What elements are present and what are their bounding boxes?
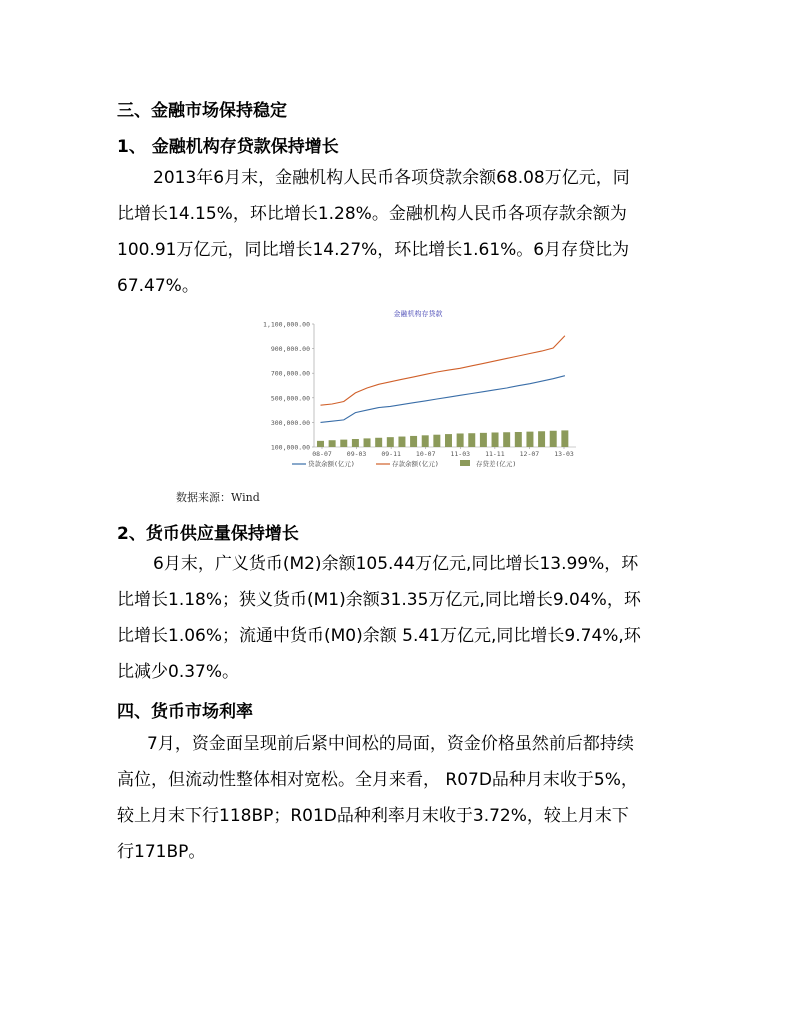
chart-source-caption: 数据来源：Wind — [176, 491, 260, 504]
paragraph-loans-deposits — [117, 160, 677, 304]
x-tick-label: 12-07 — [519, 450, 540, 458]
gap-bar — [387, 437, 394, 447]
gap-bar — [352, 439, 359, 447]
paragraph-line: 较上月末下行118BP；R01D品种利率月末收于3.72%，较上月末下 — [117, 806, 629, 826]
x-tick-label: 10-07 — [415, 450, 436, 458]
series-lines — [321, 336, 565, 423]
gap-bar — [398, 437, 405, 447]
section-3-heading: 三、金融市场保持稳定 — [117, 101, 287, 121]
gap-bar — [503, 432, 510, 447]
y-tick-label: 900,000.00 — [270, 345, 310, 354]
gap-bar — [550, 431, 557, 447]
gap-bar — [468, 433, 475, 447]
gap-bar — [492, 432, 499, 447]
legend-label: 存贷差(亿元) — [476, 460, 517, 468]
loans-deposits-chart — [246, 304, 581, 476]
paragraph-line: 6月末，广义货币(M2)余额105.44万亿元,同比增长13.99%，环 — [153, 554, 639, 574]
chart-title: 金融机构存贷款 — [393, 310, 443, 318]
gap-bar — [561, 430, 568, 447]
gap-bar — [457, 433, 464, 447]
paragraph-line: 2013年6月末，金融机构人民币各项贷款余额68.08万亿元，同 — [153, 168, 630, 188]
x-tick-label: 11-03 — [450, 450, 471, 458]
section-4-heading: 四、货币市场利率 — [117, 702, 253, 722]
x-tick-label: 09-03 — [346, 450, 367, 458]
y-tick-label: 500,000.00 — [270, 394, 310, 403]
x-tick-label: 08-07 — [312, 450, 332, 458]
gap-bar — [422, 435, 429, 447]
subsection-2-heading: 2、货币供应量保持增长 — [117, 524, 299, 544]
gap-bars — [317, 430, 568, 447]
y-tick-label: 700,000.00 — [270, 369, 310, 378]
x-tick-label: 11-11 — [485, 450, 505, 458]
y-tick-label: 300,000.00 — [270, 418, 310, 427]
paragraph-line: 7月，资金面呈现前后紧中间松的局面，资金价格虽然前后都持续 — [147, 734, 634, 754]
gap-bar — [526, 432, 533, 447]
gap-bar — [375, 438, 382, 447]
paragraph-line: 比增长1.18%；狭义货币(M1)余额31.35万亿元,同比增长9.04%，环 — [117, 590, 641, 610]
paragraph-line: 比增长14.15%，环比增长1.28%。金融机构人民币各项存款余额为 — [117, 204, 627, 224]
chart-svg — [246, 304, 581, 476]
gap-bar — [538, 431, 545, 447]
gap-bar — [364, 438, 371, 447]
paragraph-line: 比增长1.06%；流通中货币(M0)余额 5.41万亿元,同比增长9.74%,环 — [117, 626, 641, 646]
gap-bar — [433, 435, 440, 447]
legend-label: 贷款余额(亿元) — [308, 460, 355, 468]
paragraph-line: 67.47%。 — [117, 276, 199, 296]
gap-bar — [515, 432, 522, 447]
y-tick-label: 1,100,000.00 — [263, 320, 310, 329]
gap-bar — [410, 436, 417, 447]
series-line — [321, 336, 565, 406]
paragraph-money-supply — [117, 546, 677, 690]
subsection-1-heading: 1、 金融机构存贷款保持增长 — [117, 137, 339, 157]
y-tick-label: 100,000.00 — [270, 443, 310, 452]
gap-bar — [329, 440, 336, 447]
paragraph-line: 高位，但流动性整体相对宽松。全月来看， R07D品种月末收于5%， — [117, 770, 638, 790]
x-axis — [312, 447, 576, 458]
x-tick-label: 13-03 — [554, 450, 574, 458]
y-axis — [263, 321, 314, 452]
legend-swatch — [460, 460, 470, 466]
gap-bar — [340, 440, 347, 447]
paragraph-money-market-rates — [117, 726, 677, 870]
paragraph-line: 比减少0.37%。 — [117, 662, 240, 682]
paragraph-line: 100.91万亿元，同比增长14.27%，环比增长1.61%。6月存贷比为 — [117, 240, 630, 260]
gap-bar — [317, 441, 324, 447]
gap-bar — [445, 434, 452, 447]
legend-label: 存款余额(亿元) — [392, 460, 439, 468]
series-line — [321, 376, 565, 423]
x-tick-label: 09-11 — [381, 450, 401, 458]
paragraph-line: 行171BP。 — [117, 842, 206, 862]
chart-legend — [292, 459, 516, 468]
gap-bar — [480, 433, 487, 447]
